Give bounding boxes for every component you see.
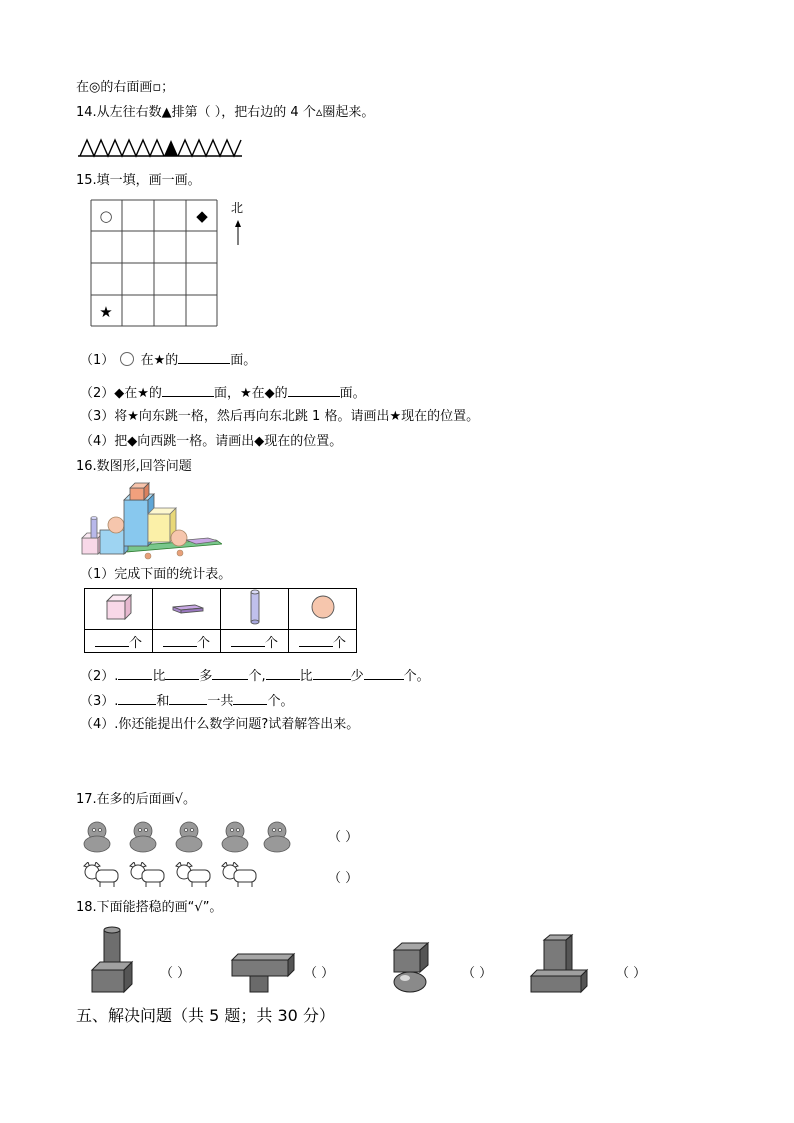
position-grid: [90, 199, 220, 329]
statistics-table: [84, 588, 357, 653]
count-cell-cube: 个: [85, 630, 153, 653]
question-18: 18.下面能搭稳的画“√”。: [76, 900, 223, 915]
stack-figure-1: [90, 926, 136, 994]
question-14: 14.从左往右数▲排第（ ），把右边的 4 个▵圈起来。: [76, 105, 375, 120]
grid-star: ★: [99, 303, 113, 321]
cuboid-icon: [169, 597, 205, 617]
grid-diamond: ◆: [196, 207, 208, 225]
question-17: 17.在多的后面画√。: [76, 792, 196, 807]
question-15: 15.填一填，画一画。: [76, 173, 201, 188]
stack-figure-3: [388, 940, 438, 994]
north-label: 北: [231, 201, 244, 215]
grid-circle: ○: [99, 207, 113, 225]
question-15-2: （2）◆在★的 面，★在◆的 面。: [80, 386, 366, 401]
stack-figure-2: [228, 950, 298, 994]
question-15-1: （1） 在★的 面。: [80, 353, 257, 368]
table-row-counts: [85, 630, 357, 653]
north-arrow-icon: [233, 220, 243, 246]
sphere-icon: [309, 593, 337, 621]
table-row-shapes: [85, 589, 357, 630]
question-16-1: （1）完成下面的统计表。: [80, 567, 232, 582]
question-16: 16.数图形,回答问题: [76, 459, 192, 474]
question-16-3: （3）. 和 一共 个。: [80, 694, 294, 709]
shapes-figure: [80, 480, 222, 562]
cube-icon: [104, 592, 134, 622]
instruction-line: 在◎的右面画▫；: [76, 80, 175, 95]
question-15-3: （3）将★向东跳一格，然后再向东北跳 1 格。请画出★现在的位置。: [80, 409, 480, 424]
circle-icon: [120, 352, 134, 366]
cell-sphere: [289, 589, 357, 630]
answer-paren-monkeys[interactable]: （ ）: [328, 830, 359, 845]
stack-figure-4: [528, 932, 590, 994]
monkey-icon: [80, 820, 294, 854]
cell-cube: [85, 589, 153, 630]
answer-paren-4[interactable]: （ ）: [616, 966, 647, 981]
cell-cylinder: [221, 589, 289, 630]
count-cell-cuboid: 个: [153, 630, 221, 653]
answer-paren-3[interactable]: （ ）: [462, 966, 493, 981]
question-16-4: （4）.你还能提出什么数学问题?试着解答出来。: [80, 717, 360, 732]
count-cell-sphere: 个: [289, 630, 357, 653]
cell-cuboid: [153, 589, 221, 630]
count-cell-cylinder: 个: [221, 630, 289, 653]
answer-paren-1[interactable]: （ ）: [160, 966, 191, 981]
question-16-2: （2）. 比 多 个, 比 少 个。: [80, 669, 430, 684]
section-five-title: 五、解决问题（共 5 题；共 30 分）: [76, 1006, 335, 1025]
answer-paren-cats[interactable]: （ ）: [328, 871, 359, 886]
question-15-4: （4）把◆向西跳一格。请画出◆现在的位置。: [80, 434, 343, 449]
answer-paren-2[interactable]: （ ）: [304, 966, 335, 981]
triangle-row-icon: [78, 138, 244, 158]
cat-icon: [80, 862, 260, 888]
cylinder-icon: [245, 589, 265, 625]
